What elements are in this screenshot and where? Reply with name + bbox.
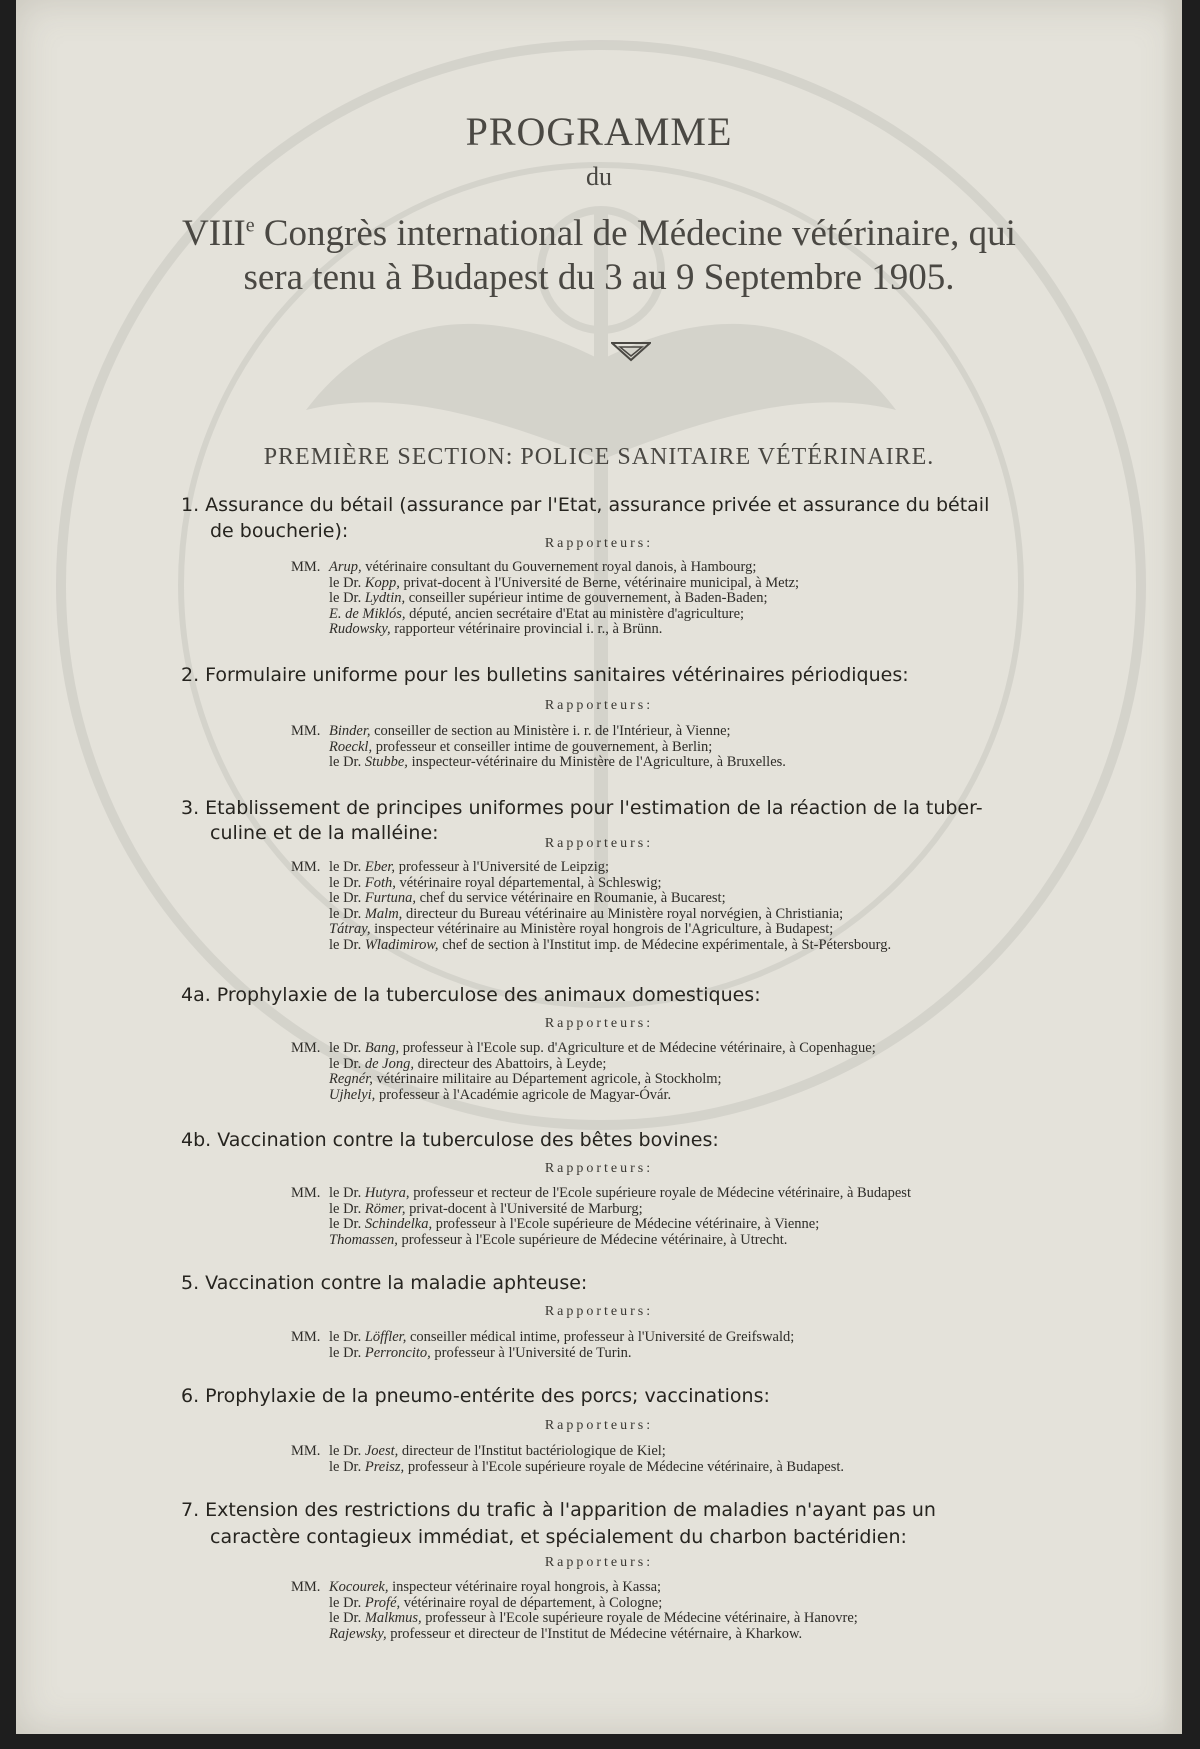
rapporteurs-list: [291, 724, 786, 771]
list-item: le Dr. Malkmus, professeur à l'Ecole supérieure royale de Médecine vétérinaire, à Hanovre;: [329, 1610, 858, 1627]
list-item: le Dr. Stubbe, inspecteur-vétérinaire du Ministère de l'Agriculture, à Bruxelles.: [329, 754, 786, 771]
congress-title-line2: sera tenu à Budapest du 3 au 9 Septembre 1905.: [243, 257, 955, 298]
item-title-line1: 6. Prophylaxie de la pneumo-entérite des porcs; vaccinations:: [181, 1385, 770, 1407]
rapporteurs-label: Rapporteurs:: [544, 1161, 654, 1176]
list-item: Rajewsky, professeur et directeur de l'Institut de Médecine vétérnaire, à Kharkow.: [329, 1625, 803, 1642]
item-title-line1: 2. Formulaire uniforme pour les bulletins sanitaires vétérinaires périodiques:: [181, 664, 909, 686]
congress-title-line1: [16, 212, 1182, 255]
list-item: le Dr. Wladimirow, chef de section à l'Institut imp. de Médecine expérimentale, à St-Pétersbourg.: [329, 936, 892, 953]
list-item: Thomassen, professeur à l'Ecole supérieure de Médecine vétérinaire, à Utrecht.: [329, 1231, 788, 1248]
rapporteurs-label: Rapporteurs:: [544, 836, 654, 851]
ornament-divider: [611, 340, 651, 362]
list-item: Ujhelyi, professeur à l'Académie agricole de Magyar-Óvár.: [329, 1086, 672, 1103]
rapporteurs-label: Rapporteurs:: [544, 1016, 654, 1031]
roman-numeral: VIII: [182, 213, 246, 254]
list-item: le Dr. Kopp, privat-docent à l'Université de Berne, vétérinaire municipal, à Metz;: [329, 574, 800, 591]
list-item: le Dr. Furtuna, chef du service vétérinaire en Roumanie, à Bucarest;: [329, 890, 726, 907]
rapporteurs-label: Rapporteurs:: [544, 1304, 654, 1319]
list-item: Rudowsky, rapporteur vétérinaire provincial i. r., à Brünn.: [329, 621, 663, 638]
list-item: le Dr. Perroncito, professeur à l'Université de Turin.: [329, 1344, 632, 1361]
list-item: le Dr. Preisz, professeur à l'Ecole supérieure royale de Médecine vétérinaire, à Budapest.: [329, 1458, 845, 1475]
item-title-line2: de boucherie):: [210, 520, 349, 542]
list-item: Roeckl, professeur et conseiller intime de gouvernement, à Berlin;: [329, 738, 713, 755]
rapporteurs-list: [291, 1444, 844, 1475]
rapporteurs-label: Rapporteurs:: [544, 1555, 654, 1570]
item-title-line1: 3. Etablissement de principes uniformes pour l'estimation de la réaction de la tuber-: [181, 797, 983, 819]
congress-title-line1-text: Congrès international de Médecine vétérinaire, qui: [254, 213, 1016, 254]
rapporteurs-list: [291, 1041, 876, 1103]
item-title-line1: 4a. Prophylaxie de la tuberculose des animaux domestiques:: [181, 984, 761, 1006]
title-connector: du: [586, 162, 612, 191]
item-title-line1: 5. Vaccination contre la maladie aphteuse:: [181, 1272, 588, 1294]
document-page: [16, 0, 1182, 1734]
list-item: MM. le Dr. Bang, professeur à l'Ecole sup. d'Agriculture et de Médecine vétérinaire, à Copenhague;: [291, 1040, 876, 1056]
list-item: MM. Kocourek, inspecteur vétérinaire royal hongrois, à Kassa;: [291, 1579, 662, 1595]
rapporteurs-list: [291, 560, 799, 638]
list-item: MM. le Dr. Eber, professeur à l'Université de Leipzig;: [291, 859, 610, 875]
list-item: MM. le Dr. Hutyra, professeur et recteur de l'Ecole supérieure royale de Médecine vétérinaire, à Budapest: [291, 1185, 911, 1201]
item-title-line1: 1. Assurance du bétail (assurance par l'Etat, assurance privée et assurance du bétail: [181, 494, 990, 516]
item-title-line2: culine et de la malléine:: [210, 822, 439, 844]
rapporteurs-list: [291, 1330, 794, 1361]
item-title-line1: 4b. Vaccination contre la tuberculose des bêtes bovines:: [181, 1129, 719, 1151]
list-item: MM. Binder, conseiller de section au Ministère i. r. de l'Intérieur, à Vienne;: [291, 723, 731, 739]
list-item: MM. le Dr. Löffler, conseiller médical intime, professeur à l'Université de Greifswald;: [291, 1329, 795, 1345]
list-item: Regnér, vétérinaire militaire au Département agricole, à Stockholm;: [329, 1071, 722, 1088]
list-item: le Dr. Römer, privat-docent à l'Université de Marburg;: [329, 1200, 643, 1217]
list-item: Tátray, inspecteur vétérinaire au Ministère royal hongrois de l'Agriculture, à Budapest;: [329, 921, 834, 938]
ordinal-superscript: e: [245, 214, 255, 237]
list-item: le Dr. Profé, vétérinaire royal de département, à Cologne;: [329, 1594, 663, 1611]
list-item: MM. Arup, vétérinaire consultant du Gouvernement royal danois, à Hambourg;: [291, 559, 757, 575]
section-heading: PREMIÈRE SECTION: POLICE SANITAIRE VÉTÉRINAIRE.: [263, 444, 935, 470]
item-title-line1: 7. Extension des restrictions du trafic à l'apparition de maladies n'ayant pas un: [181, 1499, 936, 1521]
list-item: le Dr. Foth, vétérinaire royal départemental, à Schleswig;: [329, 874, 662, 891]
rapporteurs-list: [291, 1186, 911, 1248]
rapporteurs-list: [291, 1580, 858, 1642]
rapporteurs-label: Rapporteurs:: [544, 698, 654, 713]
list-item: le Dr. Schindelka, professeur à l'Ecole supérieure de Médecine vétérinaire, à Vienne;: [329, 1216, 820, 1233]
rapporteurs-label: Rapporteurs:: [544, 536, 654, 551]
list-item: MM. le Dr. Joest, directeur de l'Institut bactériologique de Kiel;: [291, 1443, 666, 1459]
list-item: le Dr. Lydtin, conseiller supérieur intime de gouvernement, à Baden-Baden;: [329, 590, 768, 607]
list-item: E. de Miklós, député, ancien secrétaire d'Etat au ministère d'agriculture;: [329, 605, 745, 622]
document-title: PROGRAMME: [465, 109, 733, 154]
rapporteurs-list: [291, 860, 891, 954]
list-item: le Dr. Malm, directeur du Bureau vétérinaire au Ministère royal norvégien, à Christiania;: [329, 905, 844, 922]
item-title-line2: caractère contagieux immédiat, et spécialement du charbon bactéridien:: [210, 1526, 907, 1548]
rapporteurs-label: Rapporteurs:: [544, 1418, 654, 1433]
list-item: le Dr. de Jong, directeur des Abattoirs, à Leyde;: [329, 1055, 607, 1072]
